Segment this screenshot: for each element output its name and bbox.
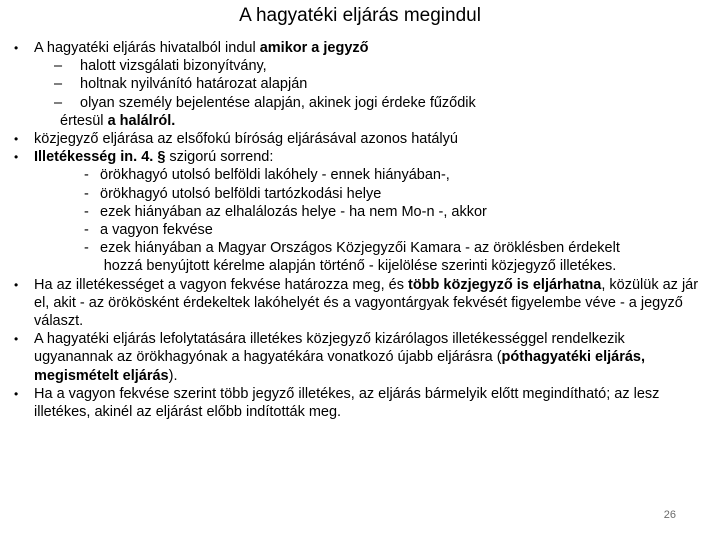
bullet-text: Ha az illetékességet a vagyon fekvése határozza meg, és <box>34 276 408 293</box>
sub-item-text: halott vizsgálati bizonyítvány, <box>80 58 267 75</box>
order-item <box>84 203 704 221</box>
order-item <box>84 185 704 203</box>
bullet-icon: • <box>14 277 19 292</box>
continuation-text: értesül <box>60 112 108 129</box>
bullet-icon: • <box>14 332 19 347</box>
bullet-bold-text: póthagyatéki eljárás, megismételt eljárás <box>34 349 645 384</box>
dash-icon: – <box>54 76 63 93</box>
sub-list <box>34 57 704 130</box>
bullet-text: szigorú sorrend: <box>165 149 274 166</box>
order-item <box>84 239 704 257</box>
sub-continuation <box>54 112 704 130</box>
order-item <box>84 166 704 184</box>
page-number: 26 <box>663 509 676 521</box>
bullet-multiple-clerks <box>14 385 704 421</box>
sub-item <box>54 75 704 93</box>
dash-icon: – <box>54 58 63 75</box>
bullet-text-end: ). <box>168 367 178 384</box>
dash-icon: – <box>54 94 63 111</box>
bullet-official-start <box>14 39 704 130</box>
bullet-icon: • <box>14 41 19 55</box>
bullet-multiple-notaries <box>14 276 704 331</box>
sub-item <box>54 94 704 112</box>
dash-icon: - <box>84 222 89 239</box>
sub-item <box>54 57 704 75</box>
order-item-text: a vagyon fekvése <box>100 222 213 239</box>
slide-content <box>14 39 704 421</box>
order-item <box>84 221 704 239</box>
order-item-text: örökhagyó utolsó belföldi lakóhely - ennek hiányában-, <box>100 167 450 184</box>
order-item-text: örökhagyó utolsó belföldi tartózkodási helye <box>100 185 382 202</box>
dash-icon: - <box>84 203 89 220</box>
bullet-icon: • <box>14 386 19 401</box>
sub-item-text: holtnak nyilvánító határozat alapján <box>80 76 308 93</box>
bullet-bold-text: amikor a jegyző <box>259 40 369 56</box>
order-item-text: ezek hiányában az elhalálozás helye - ha nem Mo-n -, akkor <box>100 203 487 220</box>
bullet-text: Ha a vagyon fekvése szerint több jegyző illetékes, az eljárás bármelyik előtt megindítható; az lesz illetékes, akinél az eljárást előbb indították meg. <box>34 385 660 421</box>
continuation-bold: a halálról. <box>107 112 176 129</box>
bullet-icon: • <box>14 150 19 165</box>
bullet-exclusive-competence <box>14 330 704 385</box>
bullet-text: közjegyző eljárása az elsőfokú bíróság eljárásával azonos hatályú <box>34 131 458 148</box>
dash-icon: - <box>84 185 89 202</box>
bullet-bold-text: több közjegyző is eljárhatna <box>407 276 602 293</box>
bullet-bold-text: Illetékesség in. 4. § <box>34 149 166 166</box>
dash-icon: - <box>84 167 89 184</box>
order-list <box>34 166 704 257</box>
bullet-icon: • <box>14 132 19 147</box>
slide-title: A hagyatéki eljárás megindul <box>239 5 481 26</box>
bullet-text: A hagyatéki eljárás lefolytatására illetékes közjegyző kizárólagos illetékességgel rendelkezik ugyanannak az örökhagyónak a hagyatékára vonatkozó újabb eljárásra ( <box>34 331 625 366</box>
sub-item-text: olyan személy bejelentése alapján, akinek jogi érdeke fűződik <box>80 94 476 111</box>
bullet-text: A hagyatéki eljárás hivatalból indul <box>34 40 260 56</box>
bullet-text-end: , közülük az jár el, akit - az örökösként érdekeltek lakóhelyét és a vagyontárgyak fekvését figyelembe véve - a jegyző választ. <box>34 276 699 330</box>
dash-icon: - <box>84 240 89 257</box>
order-item-text: ezek hiányában a Magyar Országos Közjegyzői Kamara - az öröklésben érdekelt <box>100 240 620 257</box>
bullet-notary-effect <box>14 130 704 148</box>
bullet-competence <box>14 148 704 275</box>
order-list-continuation: hozzá benyújtott kérelme alapján történő - kijelölése szerinti közjegyző illetékes. <box>103 258 617 275</box>
